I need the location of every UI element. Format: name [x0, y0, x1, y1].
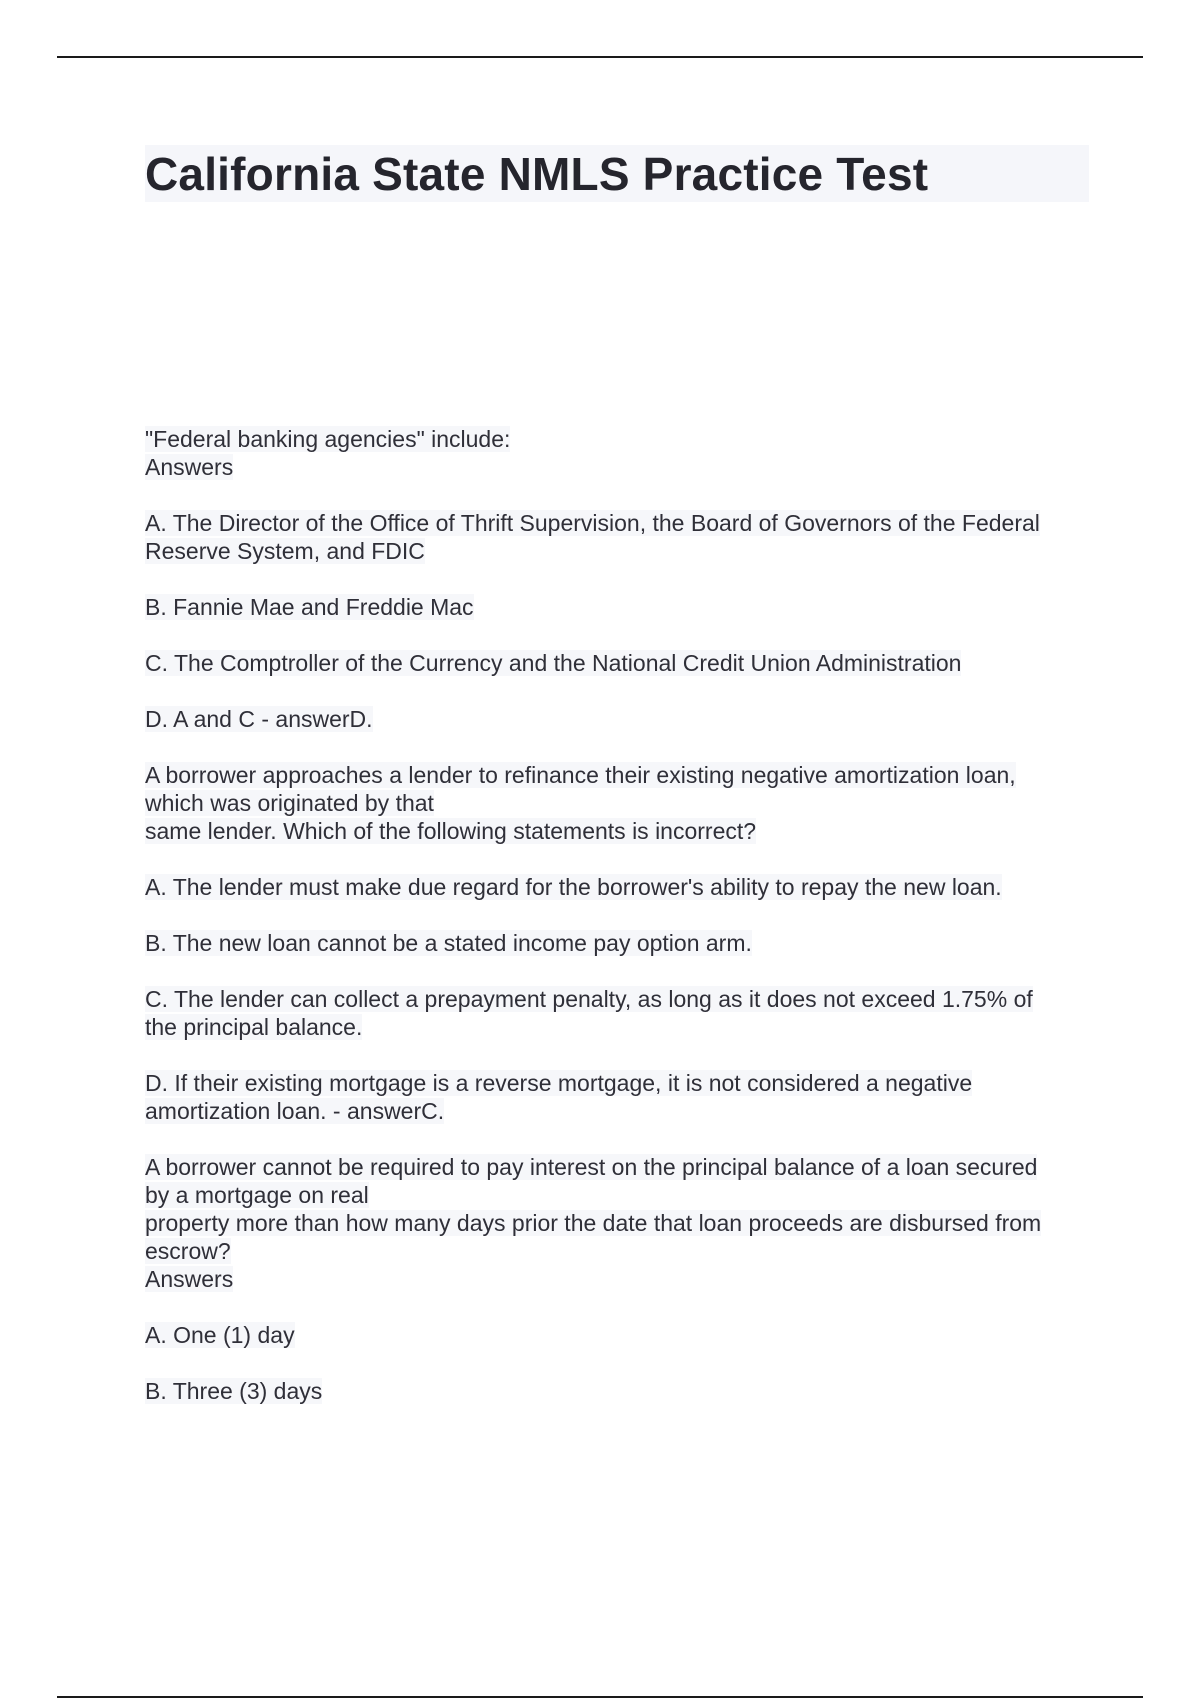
text-line-content: B. Fannie Mae and Freddie Mac [145, 594, 474, 620]
text-line-content: A. The Director of the Office of Thrift Supervision, the Board of Governors of the Federal [145, 510, 1040, 536]
text-line [145, 929, 1095, 957]
question-paragraph [145, 509, 1095, 565]
text-line-content: A borrower approaches a lender to refinance their existing negative amortization loan, [145, 762, 1016, 788]
text-line-content: the principal balance. [145, 1014, 363, 1040]
text-line [145, 1237, 1095, 1265]
footer-rule [57, 1696, 1143, 1698]
text-line [145, 1153, 1095, 1181]
text-line [145, 425, 1095, 453]
question-paragraph [145, 929, 1095, 957]
question-paragraph [145, 705, 1095, 733]
text-line [145, 789, 1095, 817]
document-body [145, 425, 1095, 1433]
text-line-content: C. The lender can collect a prepayment penalty, as long as it does not exceed 1.75% of [145, 986, 1033, 1012]
question-paragraph [145, 1377, 1095, 1405]
text-line [145, 705, 1095, 733]
text-line [145, 873, 1095, 901]
question-paragraph [145, 1069, 1095, 1125]
question-paragraph [145, 985, 1095, 1041]
text-line [145, 1321, 1095, 1349]
text-line-content: B. Three (3) days [145, 1378, 323, 1404]
text-line [145, 453, 1095, 481]
text-line [145, 1013, 1095, 1041]
text-line-content: A borrower cannot be required to pay interest on the principal balance of a loan secured [145, 1154, 1038, 1180]
text-line-content: same lender. Which of the following statements is incorrect? [145, 818, 757, 844]
text-line-content: B. The new loan cannot be a stated income pay option arm. [145, 930, 752, 956]
question-paragraph [145, 649, 1095, 677]
text-line-content: which was originated by that [145, 790, 434, 816]
text-line-content: D. If their existing mortgage is a reverse mortgage, it is not considered a negative [145, 1070, 973, 1096]
text-line-content: Reserve System, and FDIC [145, 538, 425, 564]
text-line [145, 1265, 1095, 1293]
question-paragraph [145, 1153, 1095, 1293]
text-line-content: C. The Comptroller of the Currency and the National Credit Union Administration [145, 650, 962, 676]
text-line [145, 593, 1095, 621]
text-line-content: property more than how many days prior the date that loan proceeds are disbursed from [145, 1210, 1042, 1236]
text-line [145, 509, 1095, 537]
text-line [145, 985, 1095, 1013]
question-paragraph [145, 593, 1095, 621]
text-line-content: "Federal banking agencies" include: [145, 426, 511, 452]
question-paragraph [145, 761, 1095, 845]
text-line [145, 1209, 1095, 1237]
text-line-content: A. One (1) day [145, 1322, 295, 1348]
text-line [145, 1097, 1095, 1125]
text-line-content: Answers [145, 454, 234, 480]
text-line [145, 1181, 1095, 1209]
question-paragraph [145, 1321, 1095, 1349]
text-line-content: amortization loan. - answerC. [145, 1098, 445, 1124]
text-line-content: A. The lender must make due regard for the borrower's ability to repay the new loan. [145, 874, 1002, 900]
text-line [145, 1069, 1095, 1097]
text-line [145, 817, 1095, 845]
header-rule [57, 56, 1143, 58]
text-line-content: Answers [145, 1266, 234, 1292]
text-line [145, 1377, 1095, 1405]
text-line [145, 761, 1095, 789]
question-paragraph [145, 425, 1095, 481]
text-line-content: by a mortgage on real [145, 1182, 369, 1208]
text-line-content: D. A and C - answerD. [145, 706, 373, 732]
text-line [145, 537, 1095, 565]
text-line [145, 649, 1095, 677]
document-title: California State NMLS Practice Test [145, 148, 929, 200]
text-line-content: escrow? [145, 1238, 231, 1264]
question-paragraph [145, 873, 1095, 901]
